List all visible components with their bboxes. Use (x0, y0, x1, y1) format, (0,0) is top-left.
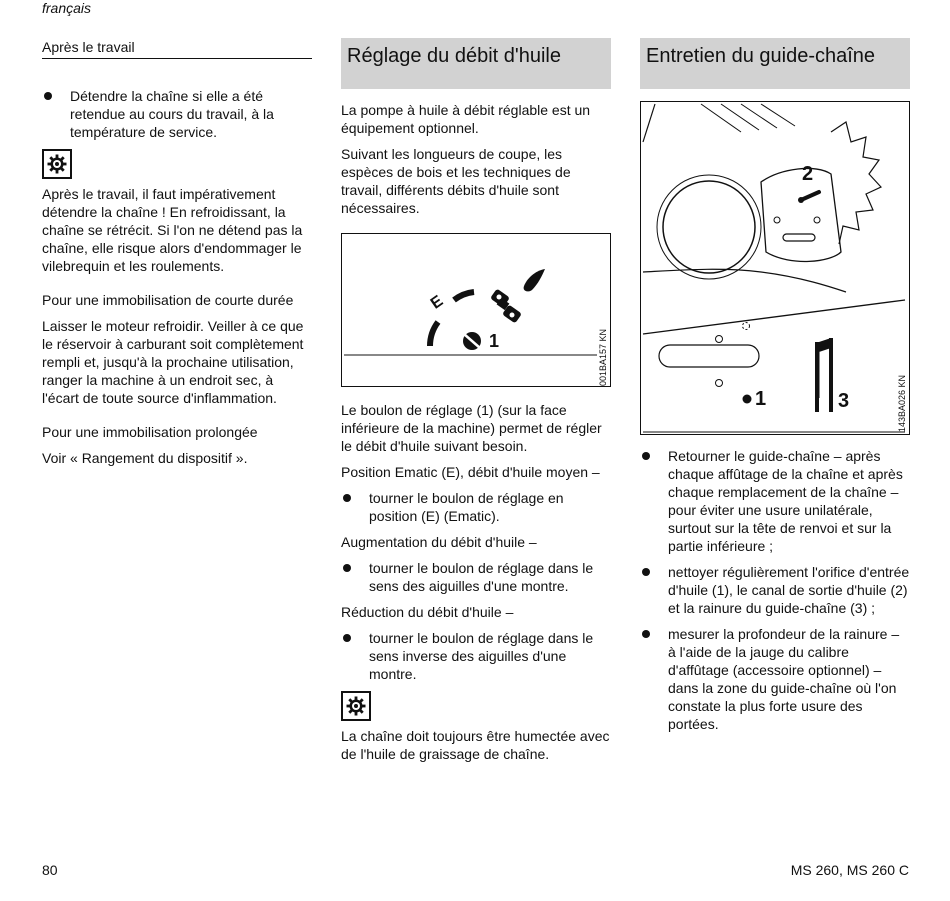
groove-label-3: 3 (838, 390, 850, 412)
guide-bar-heading: Entretien du guide-chaîne (640, 38, 910, 89)
long-storage-heading: Pour une immobilisation prolongée (42, 424, 258, 440)
short-storage-heading: Pour une immobilisation de courte durée (42, 292, 294, 308)
list-item (42, 87, 312, 141)
outlet-label-2: 2 (802, 163, 814, 185)
short-storage-text: Laisser le moteur refroidir. Veiller à ce que le réservoir à carburant soit complètement rempli et, jusqu'à la prochaine utilisation, ranger la machine à un endroit sec, à l'écart de toute source d'inflammation. (42, 318, 304, 406)
screw-label-1: 1 (489, 331, 500, 351)
list-item-text: tourner le boulon de réglage en position (E) (Ematic). (369, 490, 564, 524)
column-guide-bar (640, 38, 910, 741)
oil-flow-intro: La pompe à huile à débit réglable est un équipement optionnel. (341, 102, 591, 136)
gear-icon (42, 149, 72, 179)
bullet-dot-icon (343, 634, 351, 642)
increase-list (341, 559, 611, 595)
bullet-dot-icon (642, 452, 650, 460)
list-item (341, 559, 611, 595)
after-work-list (42, 87, 312, 141)
adjust-screw-text: Le boulon de réglage (1) (sur la face inférieure de la machine) permet de régler le débit d'huile suivant besoin. (341, 402, 602, 454)
inlet-label-1: 1 (755, 388, 767, 410)
long-storage-text: Voir « Rangement du dispositif ». (42, 450, 248, 466)
ematic-text: Position Ematic (E), débit d'huile moyen – (341, 464, 600, 480)
list-item-text: Retourner le guide-chaîne – après chaque affûtage de la chaîne et après chaque remplacement de la chaîne – pour éviter une usure unilatérale, surtout sur la tête de renvoi et sur la partie inférieure ; (668, 448, 903, 554)
oil-adjust-figure (341, 233, 611, 387)
oil-flow-text: Suivant les longueurs de coupe, les espèces de bois et les techniques de travail, différents débits d'huile sont nécessaires. (341, 146, 571, 216)
list-item-text: tourner le boulon de réglage dans le sens inverse des aiguilles d'une montre. (369, 630, 594, 682)
after-work-heading: Après le travail (42, 38, 312, 59)
list-item-text: tourner le boulon de réglage dans le sens des aiguilles d'une montre. (369, 560, 594, 594)
decrease-list (341, 629, 611, 683)
list-item-text: Détendre la chaîne si elle a été retendue au cours du travail, à la température de service. (70, 88, 274, 140)
gear-icon (341, 691, 371, 721)
decrease-text: Réduction du débit d'huile – (341, 604, 514, 620)
column-after-work (42, 38, 312, 475)
figure-code: 001BA157 KN (598, 328, 608, 386)
model-label: MS 260, MS 260 C (790, 862, 909, 878)
after-work-note: Après le travail, il faut impérativement détendre la chaîne ! En refroidissant, la chaîne se rétrécit. Si l'on ne détend pas la chaîne, elle risque alors d'endommager le vilebrequin et les roulements. (42, 186, 303, 274)
page-number: 80 (42, 862, 58, 878)
oil-flow-heading: Réglage du débit d'huile (341, 38, 611, 89)
guide-bar-list (640, 447, 910, 733)
guide-bar-figure (640, 101, 910, 435)
list-item (640, 563, 910, 617)
bullet-dot-icon (343, 564, 351, 572)
list-item (341, 489, 611, 525)
language-label: français (42, 0, 92, 16)
bullet-dot-icon (44, 92, 52, 100)
list-item-text: nettoyer régulièrement l'orifice d'entrée d'huile (1), le canal de sortie d'huile (2) et la rainure du guide-chaîne (3) ; (668, 564, 910, 616)
bullet-dot-icon (642, 568, 650, 576)
bullet-dot-icon (642, 630, 650, 638)
list-item (640, 625, 910, 733)
ematic-list (341, 489, 611, 525)
column-oil-flow (341, 38, 611, 771)
increase-text: Augmentation du débit d'huile – (341, 534, 537, 550)
list-item (341, 629, 611, 683)
position-e-label: E (427, 292, 447, 313)
chain-oil-note: La chaîne doit toujours être humectée avec de l'huile de graissage de chaîne. (341, 728, 610, 762)
figure-code: 143BA026 KN (897, 374, 907, 432)
list-item (640, 447, 910, 555)
list-item-text: mesurer la profondeur de la rainure – à l'aide de la jauge du calibre d'affûtage (accessoire optionnel) – dans la zone du guide-chaîne où l'on constate la plus forte usure des portées. (668, 626, 900, 732)
bullet-dot-icon (343, 494, 351, 502)
